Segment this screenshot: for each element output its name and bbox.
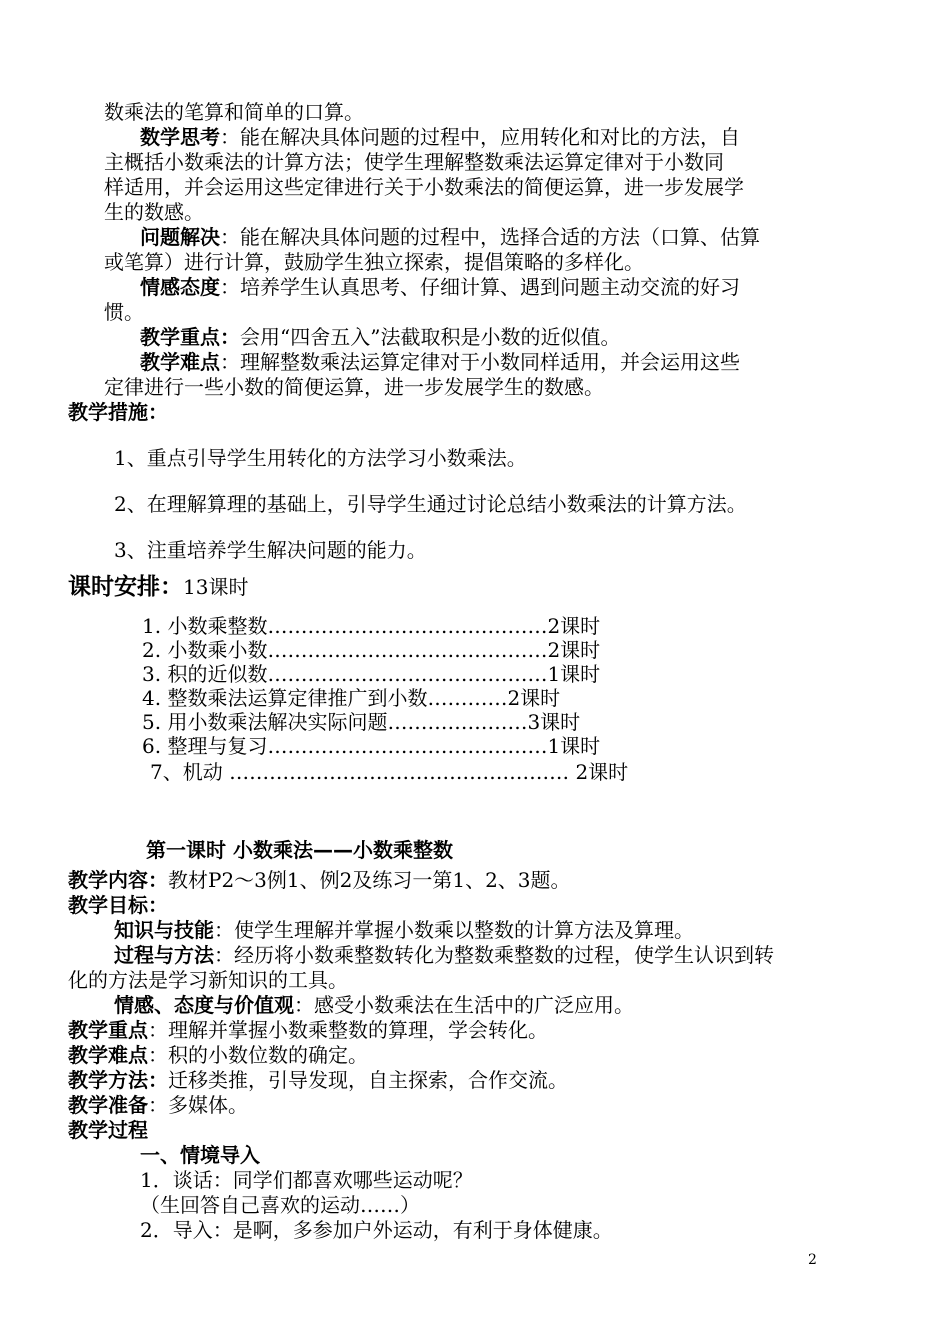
measure-item: 3、注重培养学生解决问题的能力。 <box>114 538 427 562</box>
inline-label: 问题解决 <box>140 225 220 249</box>
inline-label: 教学准备 <box>68 1093 148 1117</box>
inline-label: 知识与技能 <box>114 918 214 942</box>
text-line <box>140 225 760 250</box>
text-line <box>68 1093 248 1118</box>
process-heading: 教学过程 <box>68 1118 148 1142</box>
text-line <box>140 325 620 350</box>
measures-heading: 教学措施： <box>68 400 168 424</box>
text-line <box>68 868 571 893</box>
inline-label: 教学难点 <box>68 1043 148 1067</box>
inline-text: ：多媒体。 <box>148 1093 248 1117</box>
text-line <box>114 943 774 968</box>
text-line: 化的方法是学习新知识的工具。 <box>68 968 348 992</box>
schedule-item: 7、机动 …………………………………………… 2课时 <box>150 760 629 784</box>
measure-item: 1、重点引导学生用转化的方法学习小数乘法。 <box>114 446 527 470</box>
schedule-item: 3. 积的近似数……………………………………1课时 <box>142 662 601 686</box>
inline-text: ：经历将小数乘整数转化为整数乘整数的过程，使学生认识到转 <box>214 943 774 967</box>
inline-label: 教学内容： <box>68 868 168 892</box>
text-line <box>68 1043 368 1068</box>
inline-text: ：培养学生认真思考、仔细计算、遇到问题主动交流的好习 <box>220 275 740 299</box>
page-number: 2 <box>808 1252 817 1268</box>
text-line: 主概括小数乘法的计算方法；使学生理解整数乘法运算定律对于小数同 <box>104 150 724 174</box>
inline-label: 情感、态度与价值观 <box>114 993 294 1017</box>
inline-text: ：能在解决具体问题的过程中，选择合适的方法（口算、估算 <box>220 225 760 249</box>
text-line: （生回答自己喜欢的运动……） <box>140 1193 420 1217</box>
inline-text: 教材P2～3例1、例2及练习一第1、2、3题。 <box>168 868 571 892</box>
text-line <box>68 1068 568 1093</box>
text-line <box>140 275 740 300</box>
schedule-label: 课时安排： <box>68 574 183 600</box>
inline-label: 数学思考 <box>140 125 220 149</box>
schedule-item: 6. 整理与复习……………………………………1课时 <box>142 734 601 758</box>
text-line <box>114 918 694 943</box>
text-line <box>68 1018 548 1043</box>
schedule-heading <box>68 575 248 600</box>
inline-text: ：使学生理解并掌握小数乘以整数的计算方法及算理。 <box>214 918 694 942</box>
inline-label: 教学方法： <box>68 1068 168 1092</box>
inline-text: 迁移类推，引导发现，自主探索，合作交流。 <box>168 1068 568 1092</box>
text-line <box>114 993 634 1018</box>
inline-label: 教学难点 <box>140 350 220 374</box>
inline-label: 教学重点： <box>140 325 240 349</box>
text-line: 1．谈话：同学们都喜欢哪些运动呢？ <box>140 1168 473 1192</box>
text-line: 数乘法的笔算和简单的口算。 <box>104 100 364 124</box>
section-heading: 一、情境导入 <box>140 1143 260 1167</box>
inline-label: 过程与方法 <box>114 943 214 967</box>
schedule-total: 13课时 <box>183 575 249 599</box>
goals-heading: 教学目标： <box>68 893 168 917</box>
inline-label: 情感态度 <box>140 275 220 299</box>
text-line <box>140 125 740 150</box>
text-line: 生的数感。 <box>104 200 204 224</box>
inline-text: ：积的小数位数的确定。 <box>148 1043 368 1067</box>
schedule-item: 4. 整数乘法运算定律推广到小数…………2课时 <box>142 686 561 710</box>
inline-text: ：理解并掌握小数乘整数的算理，学会转化。 <box>148 1018 548 1042</box>
text-line: 样适用，并会运用这些定律进行关于小数乘法的简便运算，进一步发展学 <box>104 175 744 199</box>
inline-text: ：感受小数乘法在生活中的广泛应用。 <box>294 993 634 1017</box>
lesson-title: 第一课时 小数乘法——小数乘整数 <box>146 838 453 862</box>
inline-text: ：理解整数乘法运算定律对于小数同样适用，并会运用这些 <box>220 350 740 374</box>
text-line: 2．导入：是啊，多参加户外运动，有利于身体健康。 <box>140 1218 613 1242</box>
text-line <box>140 350 740 375</box>
text-line: 惯。 <box>104 300 144 324</box>
measure-item: 2、在理解算理的基础上，引导学生通过讨论总结小数乘法的计算方法。 <box>114 492 747 516</box>
schedule-item: 1. 小数乘整数……………………………………2课时 <box>142 614 601 638</box>
text-line: 定律进行一些小数的简便运算，进一步发展学生的数感。 <box>104 375 604 399</box>
inline-label: 教学重点 <box>68 1018 148 1042</box>
inline-text: 会用“四舍五入”法截取积是小数的近似值。 <box>240 325 621 349</box>
schedule-item: 2. 小数乘小数……………………………………2课时 <box>142 638 601 662</box>
text-line: 或笔算）进行计算，鼓励学生独立探索，提倡策略的多样化。 <box>104 250 644 274</box>
schedule-item: 5. 用小数乘法解决实际问题…………………3课时 <box>142 710 581 734</box>
inline-text: ：能在解决具体问题的过程中，应用转化和对比的方法，自 <box>220 125 740 149</box>
